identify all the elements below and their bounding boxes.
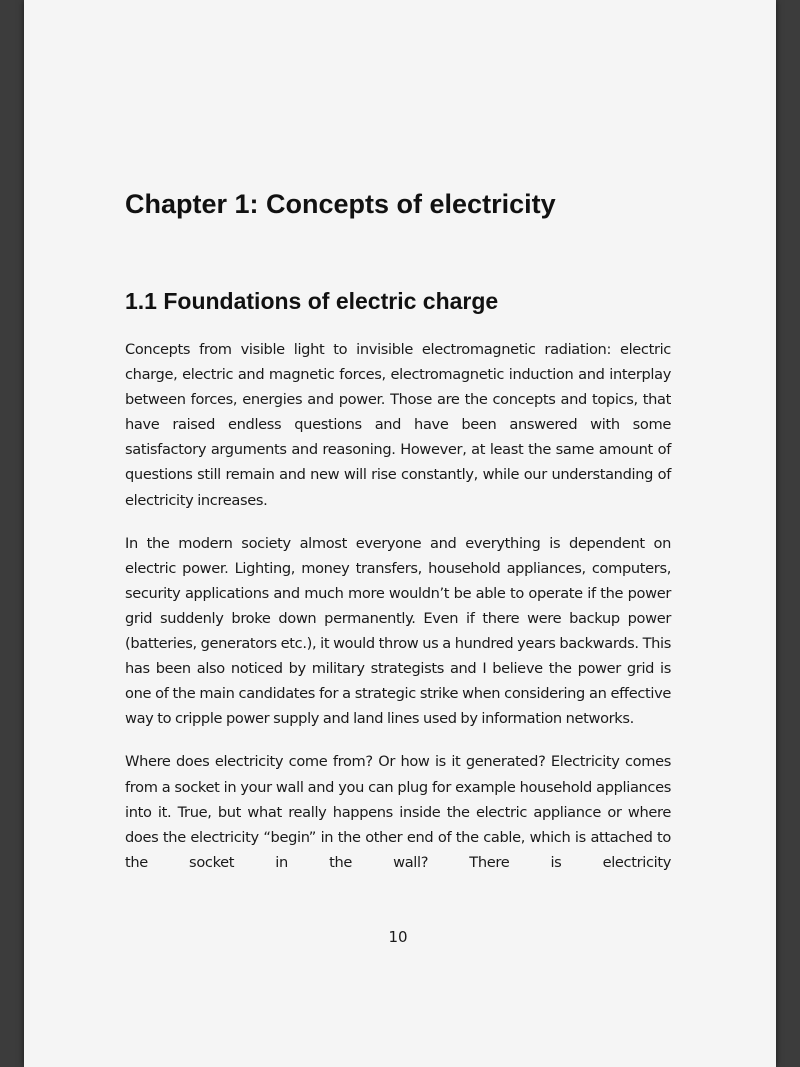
paragraph: Where does electricity come from? Or how is it generated? Electricity comes from a socket in your wall and you can plug for example household appliances into it. True, but what really happens inside the electric appliance or where does the electricity “begin” in the other end of the cable, which is attached to the socket in the wall? There is electricity <box>125 753 671 871</box>
page-number: 10 <box>388 928 408 946</box>
paragraph: Concepts from visible light to invisible electromagnetic radiation: electric charge, electric and magnetic forces, electromagnetic induction and interplay between forces, energies and power. Those are the concepts and topics, that have raised endless questions and have been answered with some satisfactory arguments and reasoning. However, at least the same amount of questions still remain and new will rise constantly, while our understanding of electricity increases. <box>125 341 671 509</box>
paragraph: In the modern society almost everyone and everything is dependent on electric power. Lighting, money transfers, household appliances, computers, security applications and much more wouldn’t be able to operate if the power grid suddenly broke down permanently. Even if there were backup power (batteries, generators etc.), it would throw us a hundred years backwards. This has been also noticed by military strategists and I believe the power grid is one of the main candidates for a strategic strike when considering an effective way to cripple power supply and land lines used by information networks. <box>125 534 671 728</box>
section-title: 1.1 Foundations of electric charge <box>125 288 499 314</box>
chapter-title: Chapter 1: Concepts of electricity <box>125 189 556 219</box>
document-page <box>24 0 776 1067</box>
body-text <box>125 337 671 893</box>
